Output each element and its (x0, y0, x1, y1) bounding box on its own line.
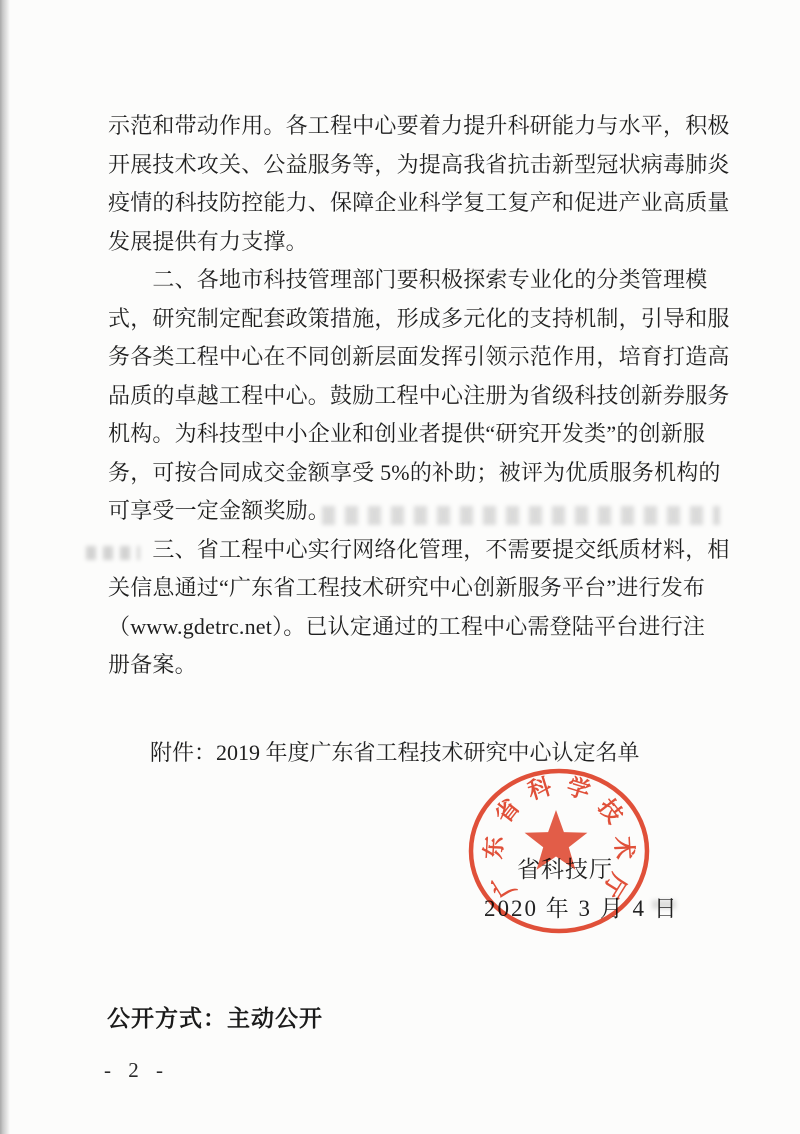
seal-char: 厅 (597, 869, 631, 902)
seal-star-icon (525, 810, 588, 870)
body-line: 机构。为科技型中小企业和创业者提供“研究开发类”的创新服 (108, 421, 706, 446)
body-line: 品质的卓越工程中心。鼓励工程中心注册为省级科技创新券服务 (108, 382, 730, 408)
scan-edge-shadow (0, 0, 10, 1134)
seal-char: 科 (524, 773, 555, 805)
issuer-signature: 省科技厅 (517, 857, 613, 882)
seal-char: 广 (487, 869, 521, 902)
seal-char: 技 (593, 794, 628, 828)
seal-char: 术 (610, 835, 637, 860)
attachment-line: 附件：2019 年度广东省工程技术研究中心认定名单 (150, 740, 640, 765)
page-number: - 2 - (104, 1058, 169, 1082)
body-line: （www.gdetrc.net）。已认定通过的工程中心需登陆平台进行注 (108, 613, 706, 639)
body-line: 发展提供有力支撑。 (108, 228, 308, 254)
body-line: 关信息通过“广东省工程技术研究中心创新服务平台”进行发布 (108, 575, 706, 600)
body-line: 疫情的科技防控能力、保障企业科学复工复产和促进产业高质量 (108, 190, 730, 215)
body-line: 式，研究制定配套政策措施，形成多元化的支持机制，引导和服 (108, 305, 730, 331)
body-line: 可享受一定金额奖励。 (108, 498, 331, 523)
body-line: 务，可按合同成交金额享受 5%的补助；被评为优质服务机构的 (108, 459, 721, 485)
document-body (108, 107, 728, 685)
seal-char: 学 (563, 773, 594, 805)
body-line: 二、各地市科技管理部门要积极探索专业化的分类管理模 (108, 267, 708, 292)
body-line: 务各类工程中心在不同创新层面发挥引领示范作用，培育打造高 (108, 344, 730, 369)
disclosure-method: 公开方式：主动公开 (107, 1005, 323, 1031)
body-line: 册备案。 (108, 652, 197, 677)
body-line: 三、省工程中心实行网络化管理，不需要提交纸质材料，相 (108, 536, 730, 562)
issue-date: 2020 年 3 月 4 日 (484, 896, 679, 921)
official-seal (459, 751, 659, 951)
seal-char: 东 (481, 835, 508, 860)
body-line: 开展技术攻关、公益服务等，为提高我省抗击新型冠状病毒肺炎 (108, 151, 730, 177)
seal-char: 省 (490, 794, 525, 828)
body-line: 示范和带动作用。各工程中心要着力提升科研能力与水平，积极 (108, 113, 730, 138)
